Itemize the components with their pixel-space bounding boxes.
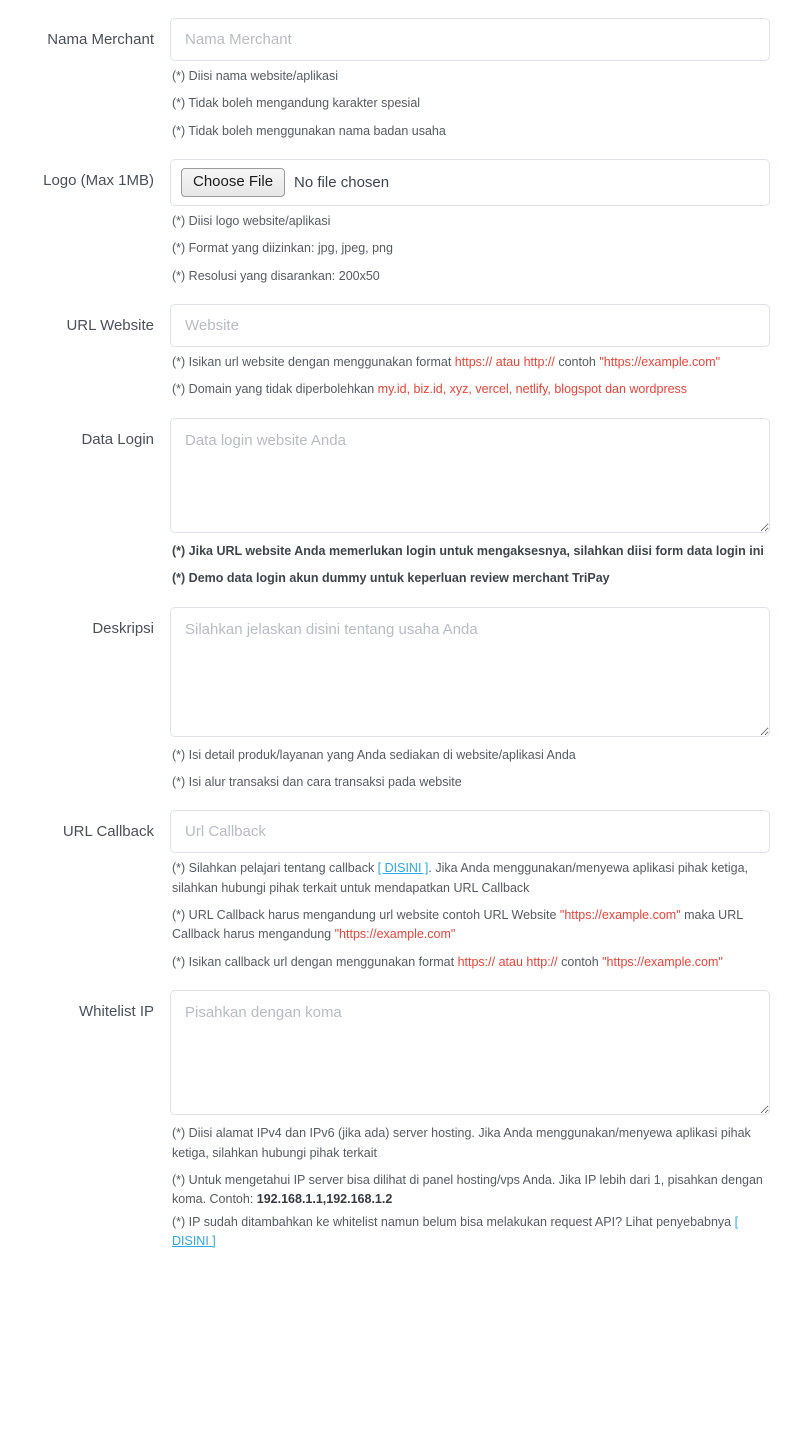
spacer (16, 593, 770, 607)
hint-nama-merchant-2: (*) Tidak boleh mengandung karakter spesial (172, 96, 421, 111)
hint-format-highlight: https:// atau http:// (457, 954, 558, 969)
nama-merchant-input[interactable] (170, 18, 770, 61)
logo-file-input[interactable] (170, 159, 770, 206)
hint-whitelist-ip-1: (*) Diisi alamat IPv4 dan IPv6 (jika ada) server hosting. Jika Anda menggunakan/menyewa aplikasi pihak ketiga, silahkan hubungi pihak terkait (172, 1126, 751, 1160)
hint-text: (*) Isikan callback url dengan menggunakan format (172, 954, 458, 969)
hint-text: maka URL Callback harus mengandung (172, 908, 743, 942)
label-deskripsi: Deskripsi (92, 619, 154, 637)
field-row-whitelist-ip (16, 990, 770, 1251)
hint-data-login-1: (*) Jika URL website Anda memerlukan login untuk mengaksesnya, silahkan diisi form data login ini (172, 543, 764, 558)
hint-text: (*) Domain yang tidak diperbolehkan (172, 382, 378, 397)
label-data-login: Data Login (81, 430, 154, 448)
label-url-callback: URL Callback (62, 823, 154, 841)
hint-nama-merchant-1: (*) Diisi nama website/aplikasi (172, 69, 339, 83)
hint-text: (*) Isikan url website dengan menggunakan format (172, 355, 455, 369)
field-row-url-website (16, 304, 770, 400)
hint-url-callback-2 (172, 906, 768, 945)
spacer (16, 290, 770, 304)
hint-url-callback-3 (172, 953, 768, 972)
hint-url-website-1 (172, 353, 768, 372)
label-nama-merchant: Nama Merchant (47, 31, 154, 48)
hints-url-callback (170, 853, 770, 972)
field-row-data-login (16, 418, 770, 589)
hint-text: . Jika Anda menggunakan/menyewa aplikasi pihak ketiga, silahkan hubungi pihak terkait untuk mendapatkan URL Callback (172, 861, 749, 895)
hints-data-login (170, 536, 770, 589)
file-status-text: No file chosen (294, 174, 390, 191)
hint-example-url: "https://example.com" (602, 954, 723, 969)
hints-logo (170, 206, 770, 286)
choose-file-button[interactable]: Choose File (181, 168, 285, 197)
hint-url-callback-1 (172, 859, 768, 898)
hint-format-highlight: https:// atau http:// (454, 355, 555, 369)
hints-deskripsi (170, 740, 770, 793)
hint-whitelist-ip-3 (172, 1213, 768, 1252)
hint-text: (*) Untuk mengetahui IP server bisa dilihat di panel hosting/vps Anda. Jika IP lebih dari 1, pisahkan dengan koma. Contoh: (172, 1172, 763, 1207)
hint-whitelist-ip-2 (172, 1171, 768, 1210)
hint-text: contoh (554, 355, 600, 369)
field-col-whitelist-ip (170, 990, 770, 1251)
hint-ip-example: 192.168.1.1,192.168.1.2 (256, 1192, 393, 1207)
whitelist-help-link[interactable]: [ DISINI ] (172, 1214, 739, 1248)
hint-example-url: "https://example.com" (599, 355, 721, 369)
spacer (16, 145, 770, 159)
spacer (16, 976, 770, 990)
field-col-url-callback (170, 810, 770, 972)
field-row-url-callback (16, 810, 770, 972)
label-logo: Logo (Max 1MB) (43, 172, 154, 190)
url-website-input[interactable] (170, 304, 770, 347)
hint-example-callback: "https://example.com" (334, 927, 456, 942)
spacer (16, 796, 770, 810)
field-col-url-website (170, 304, 770, 400)
field-col-data-login (170, 418, 770, 589)
field-row-deskripsi (16, 607, 770, 793)
hints-nama-merchant (170, 61, 770, 141)
hint-deskripsi-1: (*) Isi detail produk/layanan yang Anda sediakan di website/aplikasi Anda (172, 747, 576, 762)
url-callback-input[interactable] (170, 810, 770, 853)
hint-url-website-2 (172, 380, 768, 399)
hints-url-website (170, 347, 770, 400)
hints-whitelist-ip (170, 1118, 770, 1251)
label-url-website: URL Website (66, 317, 154, 334)
hint-blocked-domains: my.id, biz.id, xyz, vercel, netlify, blogspot dan wordpress (377, 382, 688, 397)
callback-docs-link[interactable]: [ DISINI ] (377, 861, 429, 876)
deskripsi-textarea[interactable] (170, 607, 770, 737)
hint-data-login-2: (*) Demo data login akun dummy untuk keperluan review merchant TriPay (172, 571, 610, 586)
hint-deskripsi-2: (*) Isi alur transaksi dan cara transaksi pada website (172, 774, 462, 789)
hint-nama-merchant-3: (*) Tidak boleh menggunakan nama badan usaha (172, 123, 446, 138)
hint-text: contoh (557, 954, 603, 969)
field-row-logo (16, 159, 770, 286)
field-row-nama-merchant (16, 18, 770, 141)
field-col-logo (170, 159, 770, 286)
hint-logo-2: (*) Format yang diizinkan: jpg, jpeg, png (172, 241, 393, 256)
hint-text: (*) IP sudah ditambahkan ke whitelist namun belum bisa melakukan request API? Lihat penyebabnya (172, 1214, 735, 1229)
data-login-textarea[interactable] (170, 418, 770, 533)
whitelist-ip-textarea[interactable] (170, 990, 770, 1115)
hint-text: (*) Silahkan pelajari tentang callback (172, 861, 378, 876)
label-whitelist-ip: Whitelist IP (78, 1003, 154, 1021)
hint-logo-1: (*) Diisi logo website/aplikasi (172, 213, 331, 228)
spacer (16, 404, 770, 418)
hint-logo-3: (*) Resolusi yang disarankan: 200x50 (172, 268, 380, 283)
hint-text: (*) URL Callback harus mengandung url website contoh URL Website (172, 908, 560, 922)
field-col-deskripsi (170, 607, 770, 793)
hint-example-website: "https://example.com" (559, 908, 681, 922)
field-col-nama-merchant (170, 18, 770, 141)
